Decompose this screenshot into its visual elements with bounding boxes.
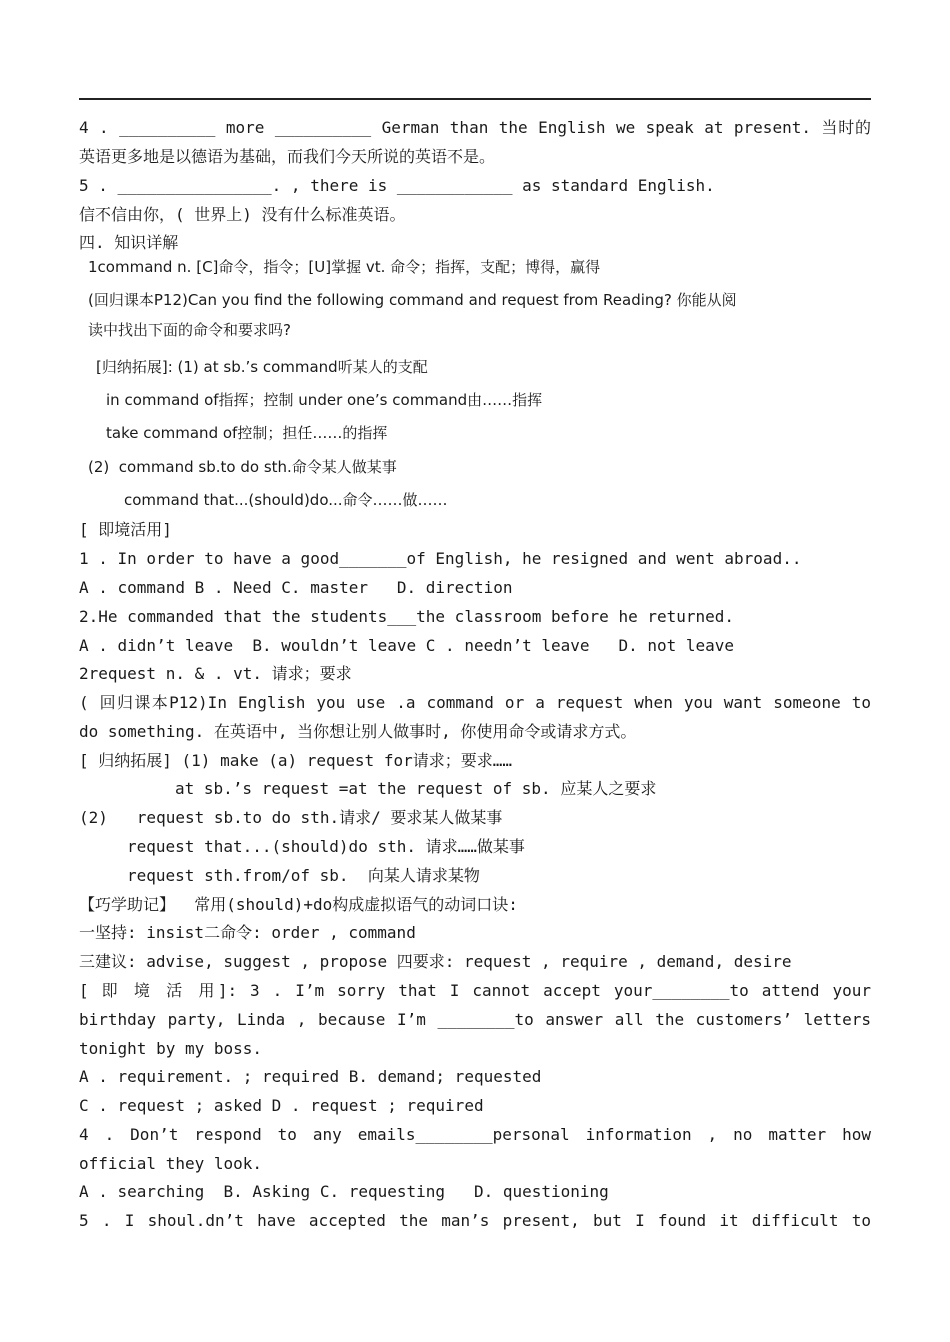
text-line: 【巧学助记】 常用(should)+do构成虚拟语气的动词口诀:: [79, 895, 518, 914]
text-line: 4 . __________ more __________ German than the English we speak at present. 当时的: [79, 118, 871, 137]
text-line: [ 即境活用]: [79, 520, 172, 539]
text-line: official they look.: [79, 1154, 263, 1173]
text-line: A . searching B. Asking C. requesting D. questioning: [79, 1182, 609, 1201]
text-line: 1 . In order to have a good_______of English, he resigned and went abroad..: [79, 549, 802, 568]
text-line: do something. 在英语中, 当你想让别人做事时, 你使用命令或请求方式。: [79, 722, 637, 741]
text-line: [ 归纳拓展] (1) make (a) request for请求；要求……: [79, 751, 512, 770]
text-line: 信不信由你，( 世界上) 没有什么标准英语。: [79, 205, 406, 224]
text-line: ( 回归课本P12)In English you use .a command or a request when you want someone to: [79, 693, 871, 712]
text-line: (回归课本P12)Can you find the following command and request from Reading? 你能从阅: [88, 291, 737, 309]
text-line: request that...(should)do sth. 请求……做某事: [127, 837, 525, 856]
text-line: 2.He commanded that the students___the classroom before he returned.: [79, 607, 735, 626]
text-line: 5 . ________________. , there is ____________ as standard English.: [79, 176, 715, 195]
text-line: 1command n. [C]命令，指令；[U]掌握 vt. 命令；指挥，支配；博得，赢得: [88, 258, 601, 276]
text-line: (2) request sb.to do sth.请求/ 要求某人做某事: [79, 808, 503, 827]
text-line: tonight by my boss.: [79, 1039, 263, 1058]
text-line: A . didn’t leave B. wouldn’t leave C . needn’t leave D. not leave: [79, 636, 735, 655]
text-line: 2request n. & . vt. 请求；要求: [79, 664, 352, 683]
text-line: 4 . Don’t respond to any emails________personal information , no matter how: [79, 1125, 871, 1144]
text-line: 英语更多地是以德语为基础，而我们今天所说的英语不是。: [79, 147, 496, 166]
text-line: request sth.from/of sb. 向某人请求某物: [127, 866, 480, 885]
text-line: take command of控制；担任……的指挥: [106, 424, 388, 442]
text-line: [归纳拓展]: (1) at sb.’s command听某人的支配: [96, 358, 428, 376]
text-line: 读中找出下面的命令和要求吗?: [88, 321, 291, 339]
text-line: in command of指挥；控制 under one’s command由……指挥: [106, 391, 543, 409]
text-line: 三建议: advise, suggest , propose 四要求: request , require , demand, desire: [79, 952, 792, 971]
text-line: A . command B . Need C. master D. direction: [79, 578, 513, 597]
text-line: 5 . I shoul.dn’t have accepted the man’s present, but I found it difficult to: [79, 1211, 871, 1230]
text-line: C . request ; asked D . request ; required: [79, 1096, 484, 1115]
text-line: at sb.’s request =at the request of sb. 应某人之要求: [175, 779, 657, 798]
text-line: A . requirement. ; required B. demand; requested: [79, 1067, 542, 1086]
text-line: [ 即 境 活 用]: 3 . I’m sorry that I cannot accept your________to attend your: [79, 981, 871, 1000]
header-rule: [79, 98, 871, 100]
text-line: command that...(should)do...命令……做……: [124, 491, 448, 509]
text-line: 一坚持: insist二命令: order , command: [79, 923, 416, 942]
text-line: (2) command sb.to do sth.命令某人做某事: [88, 458, 397, 476]
section-heading: 四. 知识详解: [79, 233, 179, 252]
text-line: birthday party, Linda , because I’m ________to answer all the customers’ letters: [79, 1010, 871, 1029]
